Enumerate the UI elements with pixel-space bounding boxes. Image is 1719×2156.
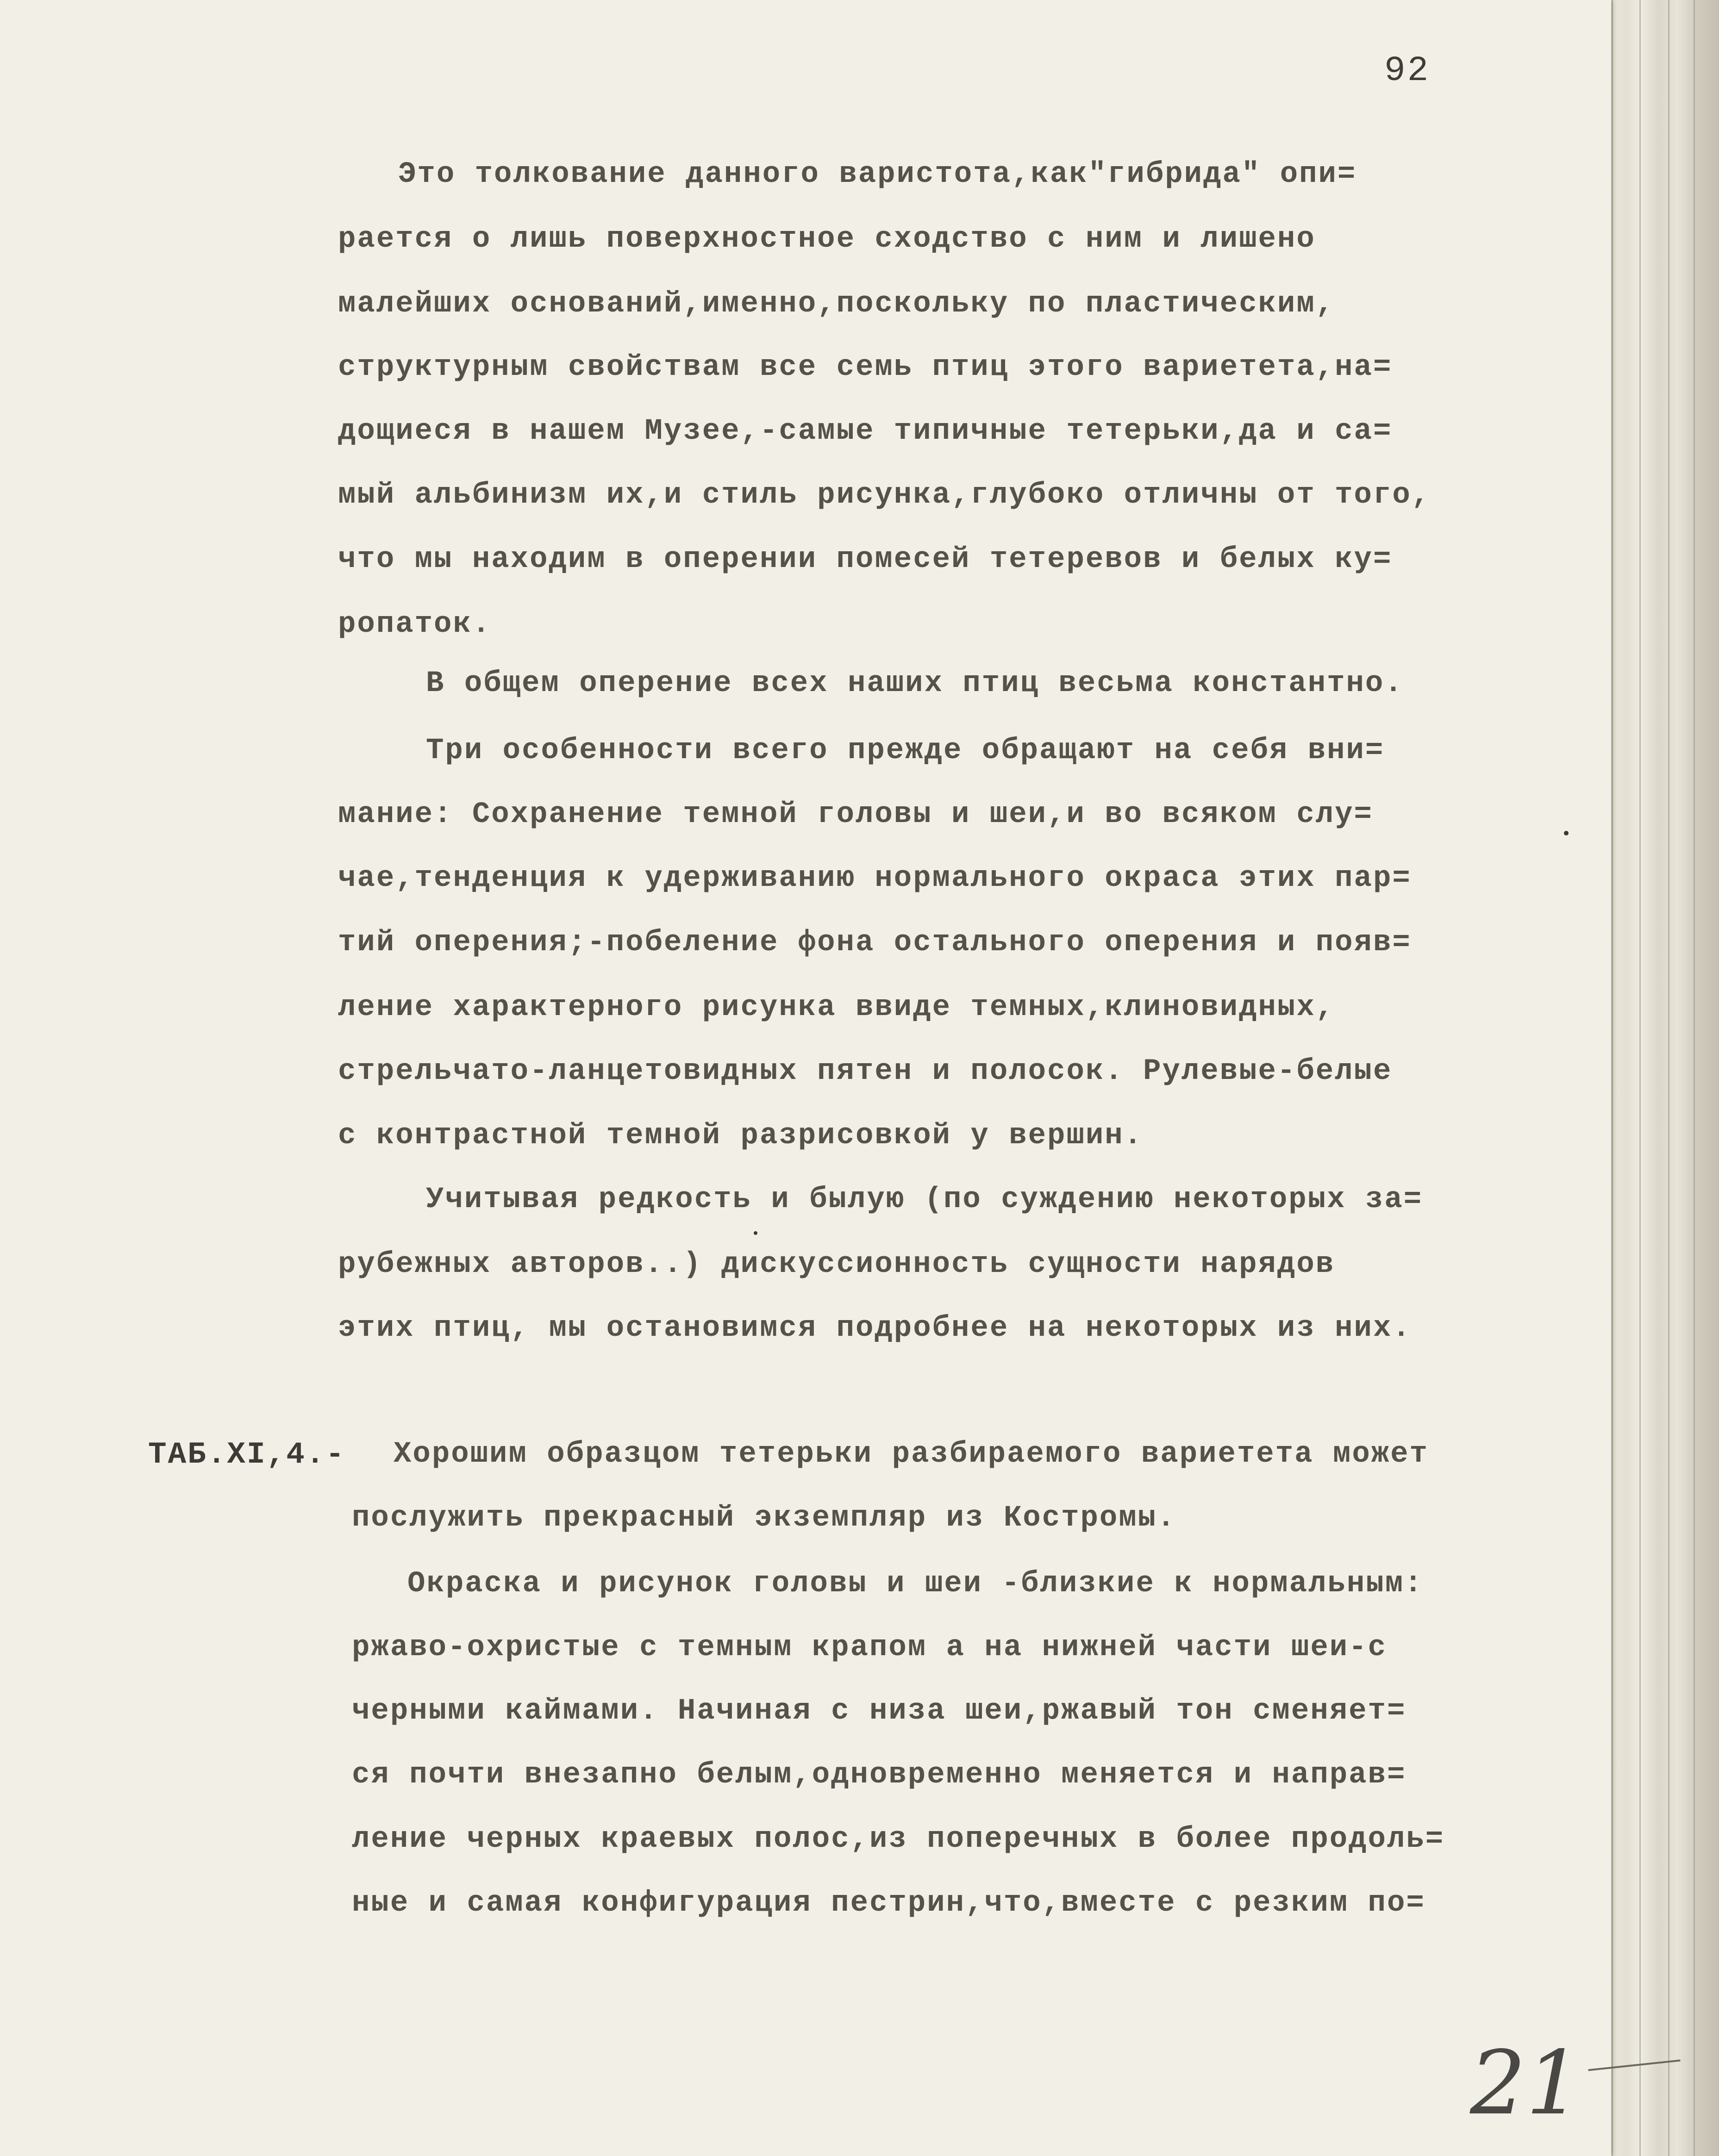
text-line: рубежных авторов..) дискуссионность сущности нарядов [338, 1248, 1335, 1281]
text-line: Окраска и рисунок головы и шеи -близкие к нормальным: [407, 1567, 1424, 1601]
text-line: мание: Сохранение темной головы и шеи,и во всяком слу= [338, 798, 1373, 831]
page-edge-line [1612, 0, 1613, 2156]
text-line: мый альбинизм их,и стиль рисунка,глубоко отличны от того, [338, 479, 1431, 512]
text-line: этих птиц, мы остановимся подробнее на некоторых из них. [338, 1312, 1412, 1345]
text-line: Хорошим образцом тетерьки разбираемого вариетета может [394, 1438, 1429, 1471]
text-line: ление черных краевых полос,из поперечных в более продоль= [352, 1823, 1445, 1856]
text-line: тий оперения;-побеление фона остального оперения и появ= [338, 926, 1412, 960]
text-line: ные и самая конфигурация пестрин,что,вместе с резким по= [352, 1887, 1425, 1920]
text-line: В общем оперение всех наших птиц весьма константно. [426, 667, 1404, 700]
page-number: 92 [1384, 51, 1431, 91]
text-line: структурным свойствам все семь птиц этого вариетета,на= [338, 351, 1393, 384]
ink-speck [1564, 831, 1569, 835]
text-line: ся почти внезапно белым,одновременно меняется и направ= [352, 1758, 1406, 1792]
text-line: ропаток. [338, 608, 492, 641]
page-edge-line [1668, 0, 1669, 2156]
ink-speck [754, 1231, 757, 1235]
handwritten-number: 21 [1470, 2032, 1582, 2134]
text-line: рается о лишь поверхностное сходство с ним и лишено [338, 223, 1316, 256]
text-line: черными каймами. Начиная с низа шеи,ржавый тон сменяет= [352, 1695, 1406, 1728]
page-edge-line [1639, 0, 1641, 2156]
text-line: что мы находим в оперении помесей тетеревов и белых ку= [338, 543, 1393, 576]
text-line: Это толкование данного варистота,как"гибрида" опи= [398, 158, 1357, 191]
text-line: послужить прекрасный экземпляр из Костромы. [352, 1502, 1176, 1535]
text-line: дощиеся в нашем Музее,-самые типичные тетерьки,да и са= [338, 415, 1393, 448]
text-line: с контрастной темной разрисовкой у вершин. [338, 1119, 1144, 1153]
text-line: стрельчато-ланцетовидных пятен и полосок. Рулевые-белые [338, 1055, 1393, 1088]
table-reference-label: ТАБ.XI,4.- [148, 1437, 346, 1472]
text-line: чае,тенденция к удерживанию нормального окраса этих пар= [338, 862, 1412, 895]
stacked-page-edges [1599, 0, 1719, 2156]
text-line: малейших оснований,именно,поскольку по пластическим, [338, 287, 1335, 321]
text-line: ление характерного рисунка ввиде темных,клиновидных, [338, 991, 1335, 1024]
text-line: Учитывая редкость и былую (по суждению некоторых за= [426, 1183, 1423, 1216]
text-line: Три особенности всего прежде обращают на себя вни= [426, 734, 1385, 767]
page-edge-line [1694, 0, 1695, 2156]
text-line: ржаво-охристые с темным крапом а на нижней части шеи-с [352, 1631, 1387, 1664]
